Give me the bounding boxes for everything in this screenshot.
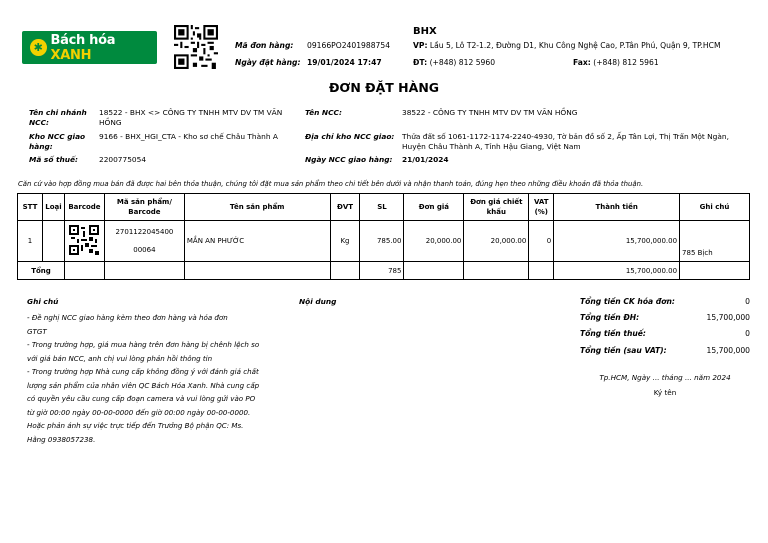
notes-text bbox=[27, 311, 282, 446]
qr-code-icon bbox=[174, 25, 218, 69]
branch-value: 18522 - BHX <> CÔNG TY TNHH MTV DV TM VĂN HỒNG bbox=[99, 108, 283, 127]
page-title: ĐƠN ĐẶT HÀNG bbox=[328, 80, 440, 95]
company-address: VP: Lầu 5, Lô T2-1.2, Đường D1, Khu Công Nghệ Cao, P.Tân Phú, Quận 9, TP.HCM bbox=[413, 41, 721, 50]
row-vat: 0 bbox=[529, 221, 554, 262]
column-header: Đơn giá bbox=[404, 194, 464, 221]
row-quantity: 785.00 bbox=[360, 221, 404, 262]
order-date-label: Ngày đặt hàng: bbox=[235, 58, 301, 67]
table-total-row bbox=[18, 262, 750, 280]
row-type bbox=[42, 221, 64, 262]
total-quantity: 785 bbox=[360, 262, 404, 280]
order-number-label: Mã đơn hàng: bbox=[235, 41, 294, 50]
note-line: từ giờ 00:00 ngày 00-00-0000 đến giờ 00:00 ngày 00-00-0000. bbox=[27, 407, 251, 417]
order-number-value: 09166PO2401988754 bbox=[307, 41, 391, 50]
summary-ck-value: 0 bbox=[745, 297, 750, 306]
row-amount: 15,700,000.00 bbox=[554, 221, 680, 262]
note-line: Hằng 0938057238. bbox=[27, 434, 96, 444]
column-header: ĐVT bbox=[330, 194, 360, 221]
tax-code-label: Mã số thuế: bbox=[29, 155, 78, 164]
row-product-name: MẮN AN PHƯỚC bbox=[184, 221, 330, 262]
company-fax: Fax: (+848) 812 5961 bbox=[573, 58, 659, 67]
column-header: Ghi chú bbox=[680, 194, 750, 221]
barcode-icon bbox=[64, 221, 104, 262]
signature-date: Tp.HCM, Ngày ... tháng ... năm 2024 bbox=[599, 373, 731, 382]
row-discount-price: 20,000.00 bbox=[464, 221, 529, 262]
signature-label: Ký tên bbox=[653, 388, 677, 397]
summary-tax-label: Tổng tiền thuế: bbox=[580, 329, 646, 338]
company-phone: ĐT: (+848) 812 5960 bbox=[413, 58, 496, 67]
column-header: Tên sản phẩm bbox=[184, 194, 330, 221]
contract-note: Căn cứ vào hợp đồng mua bán đã được hai bên thỏa thuận, chúng tôi đặt mua sản phẩm theo chi tiết bên dưới và nhận thanh toán, đúng hẹn theo những điều khoản đã thỏa thuận. bbox=[18, 180, 644, 188]
column-header: Thành tiền bbox=[554, 194, 680, 221]
warehouse-value: 9166 - BHX_HGI_CTA - Kho sơ chế Châu Thành A bbox=[99, 132, 278, 141]
row-unit: Kg bbox=[330, 221, 360, 262]
note-line: - Trong trường hợp Nhà cung cấp không đồng ý với đánh giá chất bbox=[27, 367, 259, 376]
delivery-date-value: 21/01/2024 bbox=[402, 155, 449, 164]
row-stt: 1 bbox=[18, 221, 43, 262]
column-header: Mã sản phẩm/ Barcode bbox=[104, 194, 184, 221]
summary-ck-label: Tổng tiền CK hóa đơn: bbox=[580, 297, 675, 306]
company-name: BHX bbox=[413, 26, 437, 37]
column-header: Loại bbox=[42, 194, 64, 221]
column-header: STT bbox=[18, 194, 43, 221]
content-heading: Nội dung bbox=[299, 297, 337, 306]
product-barcode-icon bbox=[69, 225, 99, 255]
table-row bbox=[18, 221, 750, 262]
note-line: - Trong trường hợp, giá mua hàng trên đơn hàng bị chênh lệch so bbox=[27, 340, 260, 349]
row-product-code: 2701122045400 00064 bbox=[104, 221, 184, 262]
delivery-date-label: Ngày NCC giao hàng: bbox=[305, 155, 393, 164]
table-header-row bbox=[18, 194, 750, 221]
total-label: Tổng bbox=[18, 262, 65, 280]
summary-dh-value: 15,700,000 bbox=[706, 313, 750, 322]
column-header: VAT (%) bbox=[529, 194, 554, 221]
column-header: Đơn giá chiết khấu bbox=[464, 194, 529, 221]
ncc-label: Tên NCC: bbox=[305, 108, 342, 117]
cart-icon: ✱ bbox=[30, 39, 47, 56]
column-header: Barcode bbox=[64, 194, 104, 221]
total-amount: 15,700,000.00 bbox=[554, 262, 680, 280]
note-line: có quyền yêu cầu cung cấp đoạn camera và vui lòng gửi vào PO bbox=[27, 394, 256, 403]
note-line: lượng sản phẩm của nhân viên QC Bách Hóa Xanh. Nhà cung cấp bbox=[27, 380, 260, 390]
summary-tax-value: 0 bbox=[745, 329, 750, 338]
warehouse-label: Kho NCC giao hàng: bbox=[29, 132, 86, 151]
branch-label: Tên chi nhánh NCC: bbox=[29, 108, 87, 127]
note-line: GTGT bbox=[27, 326, 47, 336]
summary-vat-label: Tổng tiền (sau VAT): bbox=[580, 346, 667, 355]
summary-dh-label: Tổng tiền ĐH: bbox=[580, 313, 640, 322]
note-line: Hoặc phản ánh sự việc trực tiếp đến Trưởng Bộ phận QC: Ms. bbox=[27, 421, 244, 430]
items-table bbox=[17, 193, 750, 280]
logo-text: Bách hóa bbox=[50, 32, 116, 48]
warehouse-address-label: Địa chỉ kho NCC giao: bbox=[305, 132, 395, 141]
order-date-value: 19/01/2024 17:47 bbox=[307, 58, 382, 67]
column-header: SL bbox=[360, 194, 404, 221]
note-line: với giá bán NCC, anh chị vui lòng phản hồi thông tin bbox=[27, 353, 213, 363]
notes-heading: Ghi chú bbox=[27, 297, 59, 306]
warehouse-address-value: Thửa đất số 1061-1172-1174-2240-4930, Tờ bản đồ số 2, Ấp Tân Lợi, Thị Trấn Một Ngàn, Huyện Châu Thành A, Tỉnh Hậu Giang, Việt Nam bbox=[402, 132, 729, 151]
brand-logo bbox=[22, 31, 157, 64]
summary-vat-value: 15,700,000 bbox=[706, 346, 750, 355]
tax-code-value: 2200775054 bbox=[99, 155, 147, 164]
ncc-value: 38522 - CÔNG TY TNHH MTV DV TM VĂN HỒNG bbox=[402, 108, 578, 117]
row-price: 20,000.00 bbox=[404, 221, 464, 262]
note-line: - Đề nghị NCC giao hàng kèm theo đơn hàng và hóa đơn bbox=[27, 313, 228, 322]
row-note: 785 Bịch bbox=[680, 221, 750, 262]
logo-text-accent: XANH bbox=[50, 47, 92, 63]
